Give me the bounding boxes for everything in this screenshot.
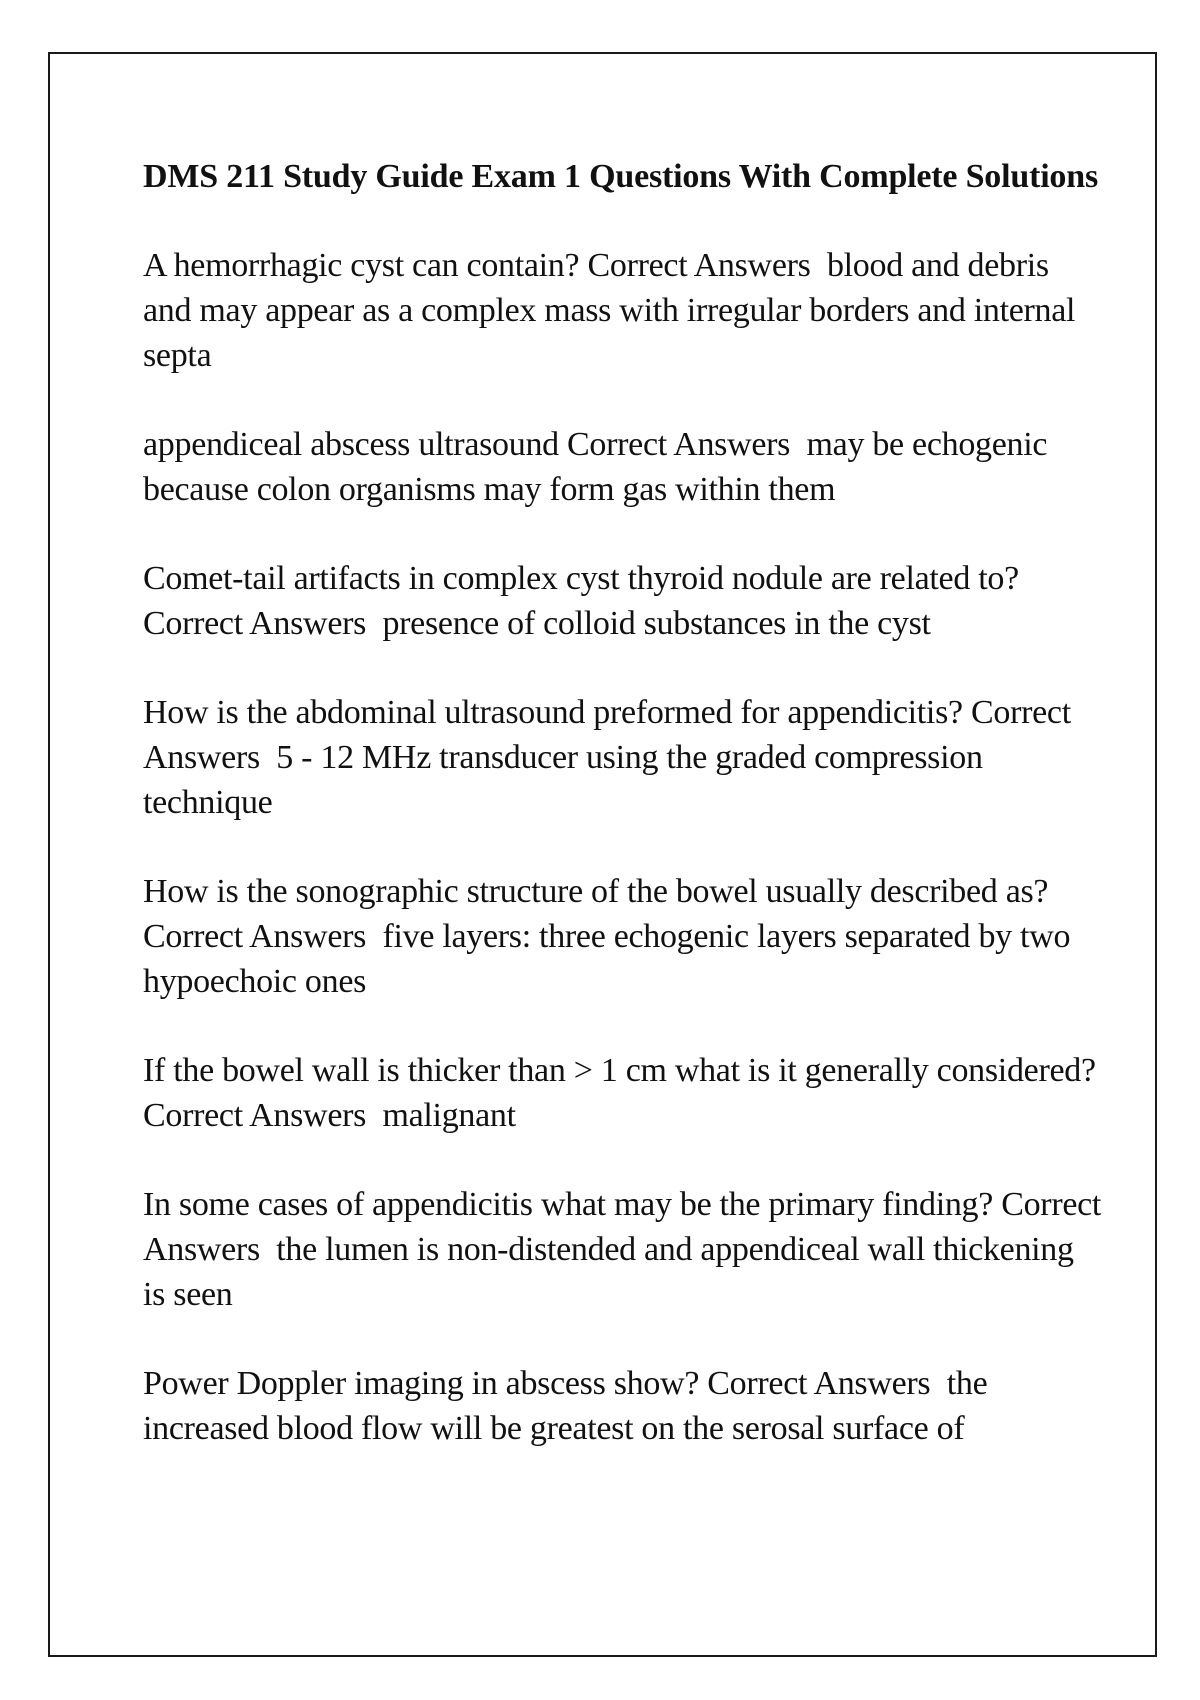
qa-item: Power Doppler imaging in abscess show? Correct Answers the increased blood flow will be greatest on the serosal surface of (143, 1365, 996, 1447)
document-title: DMS 211 Study Guide Exam 1 Questions With Complete Solutions (143, 158, 1098, 195)
qa-item: A hemorrhagic cyst can contain? Correct Answers blood and debris and may appear as a complex mass with irregular borders and internal septa (143, 247, 1084, 374)
document-content (143, 154, 1108, 1495)
qa-item: In some cases of appendicitis what may be the primary finding? Correct Answers the lumen is non-distended and appendiceal wall thickening is seen (143, 1186, 1108, 1313)
document-page (48, 52, 1157, 1657)
qa-item: How is the abdominal ultrasound preformed for appendicitis? Correct Answers 5 - 12 MHz transducer using the graded compression technique (143, 694, 1078, 821)
qa-item: If the bowel wall is thicker than > 1 cm what is it generally considered? Correct Answers malignant (143, 1052, 1104, 1134)
qa-item: Comet-tail artifacts in complex cyst thyroid nodule are related to? Correct Answers presence of colloid substances in the cyst (143, 560, 1028, 642)
qa-item: appendiceal abscess ultrasound Correct Answers may be echogenic because colon organisms may form gas within them (143, 426, 1056, 508)
qa-item: How is the sonographic structure of the bowel usually described as? Correct Answers five layers: three echogenic layers separated by two hypoechoic ones (143, 873, 1079, 1000)
